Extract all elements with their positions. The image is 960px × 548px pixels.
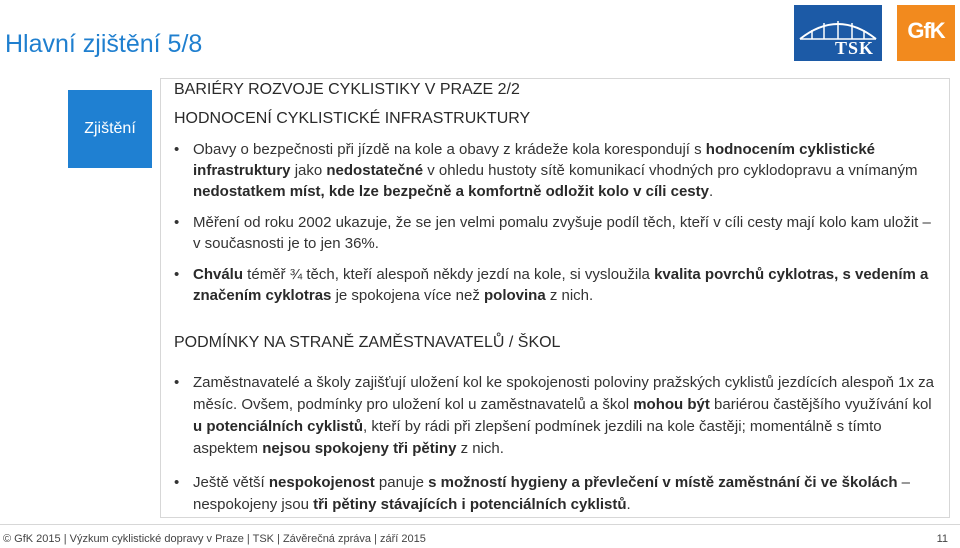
bold-text: u potenciálních cyklistů bbox=[193, 418, 364, 435]
bold-text: nedostatečné bbox=[326, 162, 424, 179]
text: . bbox=[626, 496, 631, 513]
section1-title: BARIÉRY ROZVOJE CYKLISTIKY V PRAZE 2/2 bbox=[174, 81, 520, 98]
section1-bullets bbox=[174, 139, 942, 306]
gfk-logo-text: GfK bbox=[907, 18, 945, 43]
text: z nich. bbox=[545, 287, 594, 304]
side-label: Zjištění bbox=[84, 120, 136, 137]
text: Měření od roku 2002 ukazuje, že se jen velmi pomalu zvyšuje podíl těch, kteří v cíli cesty mají kolo kam uložit – v současnosti je to jen 36%. bbox=[193, 214, 931, 252]
bold-text: s možností hygieny a převlečení v místě zaměstnání či ve školách bbox=[428, 474, 898, 491]
page-number: 11 bbox=[936, 533, 948, 545]
bullet-item bbox=[174, 212, 942, 254]
text: v ohledu hustoty sítě komunikací vhodných pro cyklodopravu a vnímaným bbox=[423, 162, 918, 179]
footer-divider bbox=[0, 524, 960, 525]
text: z nich. bbox=[456, 440, 504, 457]
bold-text: polovina bbox=[484, 287, 546, 304]
bold-text: kvalita povrchů cyklotras, s vedením a značením cyklotras bbox=[193, 266, 929, 304]
text: jako bbox=[290, 162, 327, 179]
text: téměř ¾ těch, kteří alespoň někdy jezdí na kole, si vysloužila bbox=[243, 266, 655, 283]
text: , kteří by rádi při zlepšení podmínek jezdili na kole častěji; momentálně s tímto aspektem bbox=[193, 418, 882, 457]
section2-title: PODMÍNKY NA STRANĚ ZAMĚSTNAVATELŮ / ŠKOL bbox=[174, 334, 561, 351]
bullet-item bbox=[174, 264, 942, 306]
bold-text: nedostatkem míst, kde lze bezpečně a komfortně odložit kolo v cíli cesty bbox=[193, 183, 709, 200]
bold-text: tři pětiny stávajících i potenciálních cyklistů bbox=[313, 496, 627, 513]
bold-text: nejsou spokojeny tři pětiny bbox=[262, 440, 457, 457]
text: – nespokojeny jsou bbox=[193, 474, 910, 513]
footer-text: © GfK 2015 | Výzkum cyklistické dopravy v Praze | TSK | Závěrečná zpráva | září 2015 bbox=[3, 533, 426, 545]
text: bariérou častějšího využívání kol bbox=[709, 396, 932, 413]
text: . bbox=[708, 183, 714, 200]
text: Zaměstnavatelé a školy zajišťují uložení kol ke spokojenosti poloviny pražských cyklistů jezdících alespoň 1x za měsíc. Ovšem, podmínky pro uložení kol u zaměstnavatelů a škol bbox=[193, 374, 934, 413]
side-label-box bbox=[68, 90, 152, 168]
bullet-item bbox=[174, 139, 942, 202]
bold-text: hodnocením cyklistické infrastruktury bbox=[193, 141, 876, 179]
page-title: Hlavní zjištění 5/8 bbox=[5, 30, 203, 58]
bullet-item bbox=[174, 472, 942, 516]
bold-text: nespokojenost bbox=[268, 474, 375, 491]
tsk-logo-text: TSK bbox=[834, 38, 874, 58]
content bbox=[174, 79, 942, 516]
text: je spokojena více než bbox=[331, 287, 484, 304]
bold-text: mohou být bbox=[633, 396, 710, 413]
bullet-item bbox=[174, 372, 942, 460]
gfk-logo bbox=[897, 5, 955, 61]
section2-bullets bbox=[174, 372, 942, 516]
tsk-logo bbox=[794, 5, 882, 61]
section1-subtitle: HODNOCENÍ CYKLISTICKÉ INFRASTRUKTURY bbox=[174, 110, 531, 127]
text: panuje bbox=[374, 474, 429, 491]
bold-text: Chválu bbox=[193, 266, 244, 283]
text: Obavy o bezpečnosti při jízdě na kole a obavy z krádeže kola korespondují s bbox=[193, 141, 706, 158]
text: Ještě větší bbox=[193, 474, 269, 491]
